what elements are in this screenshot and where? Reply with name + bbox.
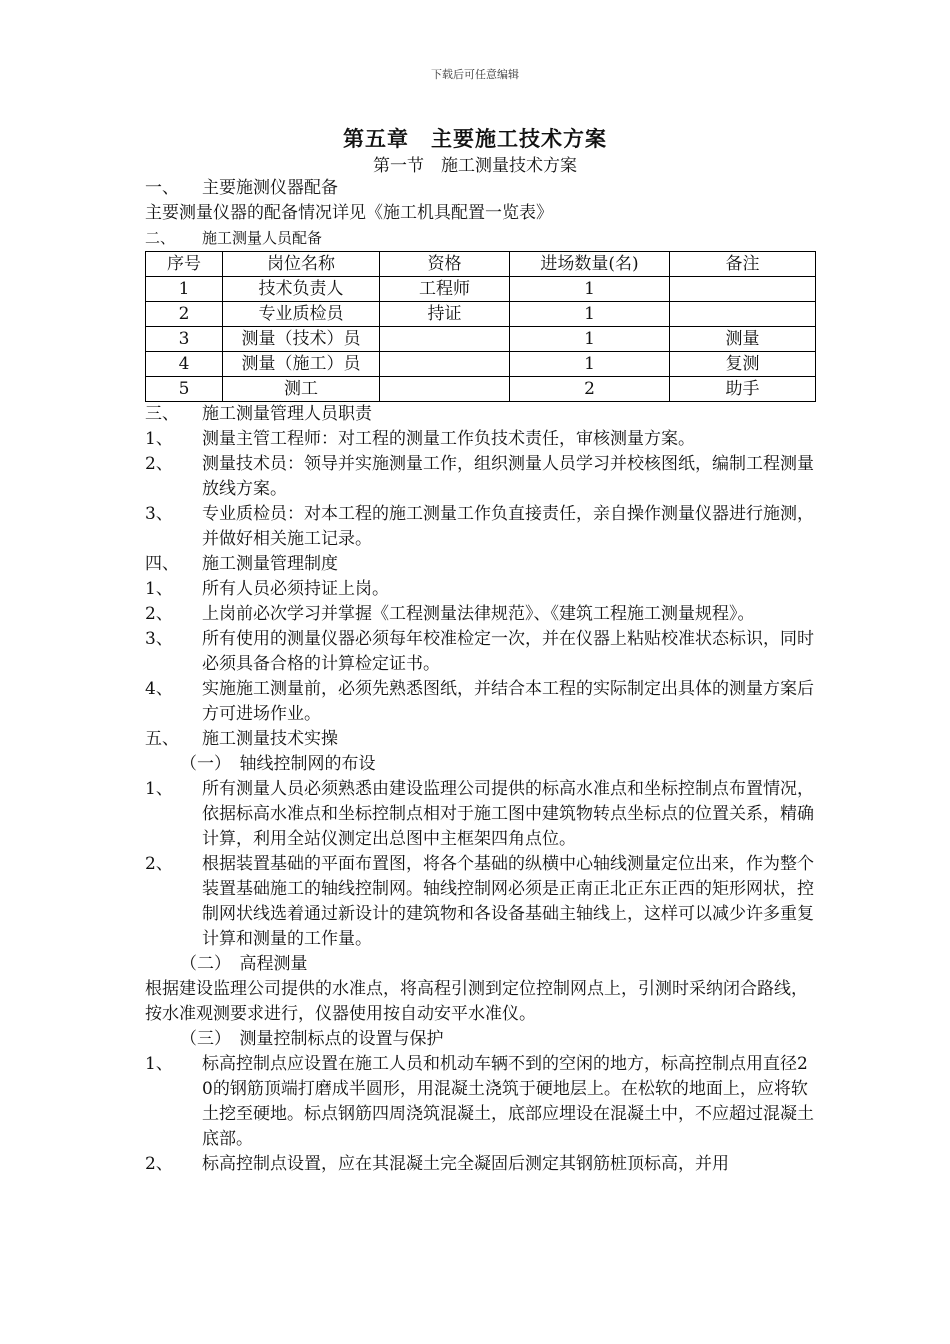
item-text: 所有测量人员必须熟悉由建设监理公司提供的标高水准点和坐标控制点布置情况，依据标高水准点和坐标控制点相对于施工图中建筑物转点坐标点的位置关系，精确计算，利用全站仪测定出总图中主框架四角点位。 [202,779,814,849]
table-cell: 3 [146,327,223,352]
list-item [145,452,815,502]
heading-text: 主要施测仪器配备 [202,178,338,198]
table-cell: 测量 [670,327,816,352]
table-cell: 测工 [223,377,380,402]
chapter-title: 第五章 主要施工技术方案 [343,126,607,151]
item-number: 1、 [145,579,173,599]
personnel-table [145,251,816,402]
table-cell: 1 [510,327,670,352]
heading-2 [145,226,815,251]
table-row [146,352,816,377]
heading-number: 五、 [145,729,179,749]
heading-5 [145,727,815,752]
table-cell: 1 [146,277,223,302]
heading-number: 二、 [145,229,176,247]
item-number: 2、 [145,854,173,874]
table-cell: 1 [510,302,670,327]
paragraph: 主要测量仪器的配备情况详见《施工机具配置一览表》 [145,203,553,223]
list-item [145,627,815,677]
heading-text: 施工测量管理制度 [202,554,338,574]
section-title: 第一节 施工测量技术方案 [373,156,577,176]
heading-1 [145,176,815,201]
item-text: 测量技术员：领导并实施测量工作，组织测量人员学习并校核图纸，编制工程测量放线方案。 [202,454,814,499]
table-header-cell: 资格 [380,252,510,277]
list-item [145,602,815,627]
heading-number: 三、 [145,404,179,424]
subheading: （一） 轴线控制网的布设 [180,754,376,774]
table-cell: 复测 [670,352,816,377]
list-item [145,1152,815,1177]
table-cell: 技术负责人 [223,277,380,302]
list-item [145,777,815,852]
page-header: 下载后可任意编辑 [431,68,519,81]
item-text: 上岗前必次学习并掌握《工程测量法律规范》、《建筑工程施工测量规程》。 [202,604,755,624]
heading-number: 四、 [145,554,179,574]
item-number: 2、 [145,604,173,624]
item-number: 2、 [145,1154,173,1174]
item-text: 专业质检员：对本工程的施工测量工作负直接责任，亲自操作测量仪器进行施测，并做好相关施工记录。 [202,504,814,549]
paragraph: 根据建设监理公司提供的水准点，将高程引测到定位控制网点上，引测时采纳闭合路线，按水准观测要求进行，仪器使用按自动安平水准仪。 [145,979,808,1024]
list-item [145,677,815,727]
table-cell [380,327,510,352]
document-body [145,176,815,1177]
item-number: 3、 [145,504,173,524]
list-item [145,852,815,952]
heading-number: 一、 [145,178,179,198]
item-text: 所有使用的测量仪器必须每年校准检定一次，并在仪器上粘贴校准状态标识，同时必须具备合格的计算检定证书。 [202,629,814,674]
table-cell: 2 [510,377,670,402]
list-item [145,427,815,452]
item-text: 实施施工测量前，必须先熟悉图纸，并结合本工程的实际制定出具体的测量方案后方可进场作业。 [202,679,814,724]
item-text: 根据装置基础的平面布置图，将各个基础的纵横中心轴线测量定位出来，作为整个装置基础施工的轴线控制网。轴线控制网必须是正南正北正东正西的矩形网状，控制网状线选着通过新设计的建筑物和各设备基础主轴线上，这样可以减少许多重复计算和测量的工作量。 [202,854,814,949]
item-text: 标高控制点应设置在施工人员和机动车辆不到的空闲的地方，标高控制点用直径20的钢筋顶端打磨成半圆形，用混凝土浇筑于硬地层上。在松软的地面上，应将软土挖至硬地。标点钢筋四周浇筑混凝土，底部应埋设在混凝土中，不应超过混凝土底部。 [202,1054,814,1149]
table-cell: 1 [510,352,670,377]
table-header-cell: 岗位名称 [223,252,380,277]
table-header-cell: 备注 [670,252,816,277]
item-text: 测量主管工程师：对工程的测量工作负技术责任，审核测量方案。 [202,429,695,449]
table-cell: 专业质检员 [223,302,380,327]
table-row [146,302,816,327]
table-cell: 持证 [380,302,510,327]
table-cell: 5 [146,377,223,402]
table-cell: 2 [146,302,223,327]
heading-text: 施工测量人员配备 [202,229,323,247]
item-number: 1、 [145,429,173,449]
table-row [146,277,816,302]
table-cell [380,352,510,377]
table-cell [670,277,816,302]
subheading: （二） 高程测量 [180,954,308,974]
item-number: 3、 [145,629,173,649]
table-header-cell: 序号 [146,252,223,277]
table-cell: 工程师 [380,277,510,302]
subheading: （三） 测量控制标点的设置与保护 [180,1029,444,1049]
list-item [145,577,815,602]
item-text: 标高控制点设置，应在其混凝土完全凝固后测定其钢筋桩顶标高，并用 [202,1154,729,1174]
table-cell [380,377,510,402]
item-number: 2、 [145,454,173,474]
list-item [145,1052,815,1152]
table-row [146,327,816,352]
list-item [145,502,815,552]
table-cell: 测量（施工）员 [223,352,380,377]
heading-text: 施工测量管理人员职责 [202,404,372,424]
table-header-row [146,252,816,277]
item-number: 4、 [145,679,173,699]
item-number: 1、 [145,1054,173,1074]
heading-4 [145,552,815,577]
table-row [146,377,816,402]
table-cell: 1 [510,277,670,302]
table-cell: 助手 [670,377,816,402]
item-text: 所有人员必须持证上岗。 [202,579,389,599]
table-header-cell: 进场数量(名) [510,252,670,277]
table-cell [670,302,816,327]
table-cell: 测量（技术）员 [223,327,380,352]
heading-3 [145,402,815,427]
table-cell: 4 [146,352,223,377]
heading-text: 施工测量技术实操 [202,729,338,749]
item-number: 1、 [145,779,173,799]
